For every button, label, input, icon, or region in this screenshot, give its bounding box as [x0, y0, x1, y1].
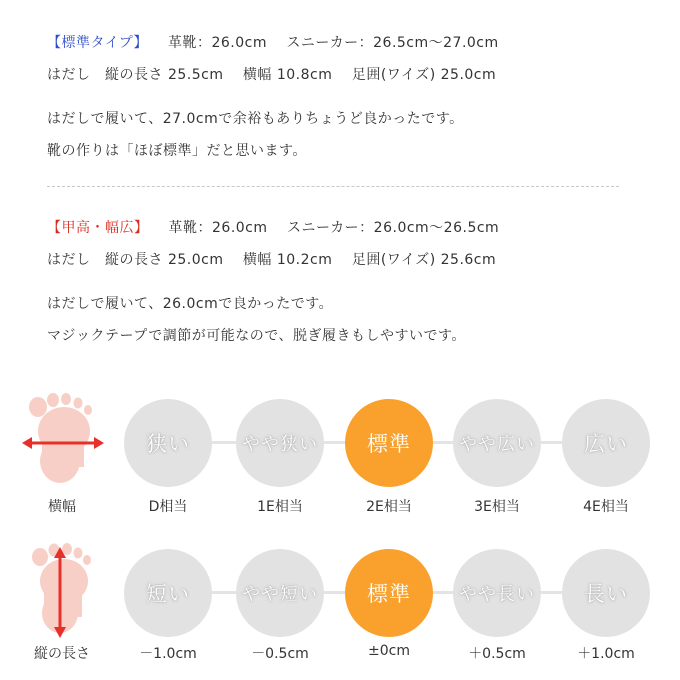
width-scale-row [0, 385, 680, 515]
length-label: 縦の長さ [34, 646, 90, 662]
length-scale-row [0, 535, 680, 665]
standard-type-tag: 【標準タイプ】 [47, 35, 148, 51]
width-option-standard[interactable]: 標準 [345, 399, 433, 487]
wide-comment-1: はだしで履いて、26.0cmで良かったです。 [47, 296, 334, 312]
wide-comment-2: マジックテープで調節が可能なので、脱ぎ履きもしやすいです。 [47, 328, 466, 344]
width-option-slightly-narrow[interactable]: やや狭い [236, 399, 324, 487]
width-caption-d: D相当 [148, 499, 188, 515]
standard-shoe-sizes: 革靴：26.0cm スニーカー：26.5cm～27.0cm [167, 35, 499, 51]
length-option-short[interactable]: 短い [124, 549, 212, 637]
width-caption-1e: 1E相当 [257, 499, 303, 515]
width-label: 横幅 [48, 499, 76, 515]
standard-spec-line-1 [47, 32, 499, 52]
standard-comment-1: はだしで履いて、27.0cmで余裕もありちょうど良かったです。 [47, 111, 464, 127]
foot-width-icon [18, 391, 108, 491]
length-caption-plus-05: ＋0.5cm [468, 646, 526, 662]
width-option-slightly-wide[interactable]: やや広い [453, 399, 541, 487]
length-caption-minus-1: －1.0cm [139, 646, 197, 662]
standard-foot-measurements: はだし 縦の長さ 25.5cm 横幅 10.8cm 足囲(ワイズ) 25.0cm [47, 67, 497, 83]
length-option-slightly-long[interactable]: やや長い [453, 549, 541, 637]
wide-shoe-sizes: 革靴：26.0cm スニーカー：26.0cm～26.5cm [168, 220, 500, 236]
length-caption-plus-1: ＋1.0cm [577, 646, 635, 662]
width-caption-3e: 3E相当 [474, 499, 520, 515]
section-divider [47, 186, 619, 187]
foot-length-icon [18, 541, 108, 641]
width-caption-2e: 2E相当 [366, 499, 412, 515]
length-option-standard[interactable]: 標準 [345, 549, 433, 637]
wide-spec-line-1 [47, 217, 499, 237]
wide-type-tag: 【甲高・幅広】 [47, 220, 149, 236]
length-option-slightly-short[interactable]: やや短い [236, 549, 324, 637]
width-option-wide[interactable]: 広い [562, 399, 650, 487]
width-caption-4e: 4E相当 [583, 499, 629, 515]
width-option-narrow[interactable]: 狭い [124, 399, 212, 487]
length-option-long[interactable]: 長い [562, 549, 650, 637]
standard-comment-2: 靴の作りは「ほぼ標準」だと思います。 [47, 143, 307, 159]
wide-foot-measurements: はだし 縦の長さ 25.0cm 横幅 10.2cm 足囲(ワイズ) 25.6cm [47, 252, 497, 268]
length-caption-zero: ±0cm [368, 643, 410, 659]
length-caption-minus-05: －0.5cm [251, 646, 309, 662]
